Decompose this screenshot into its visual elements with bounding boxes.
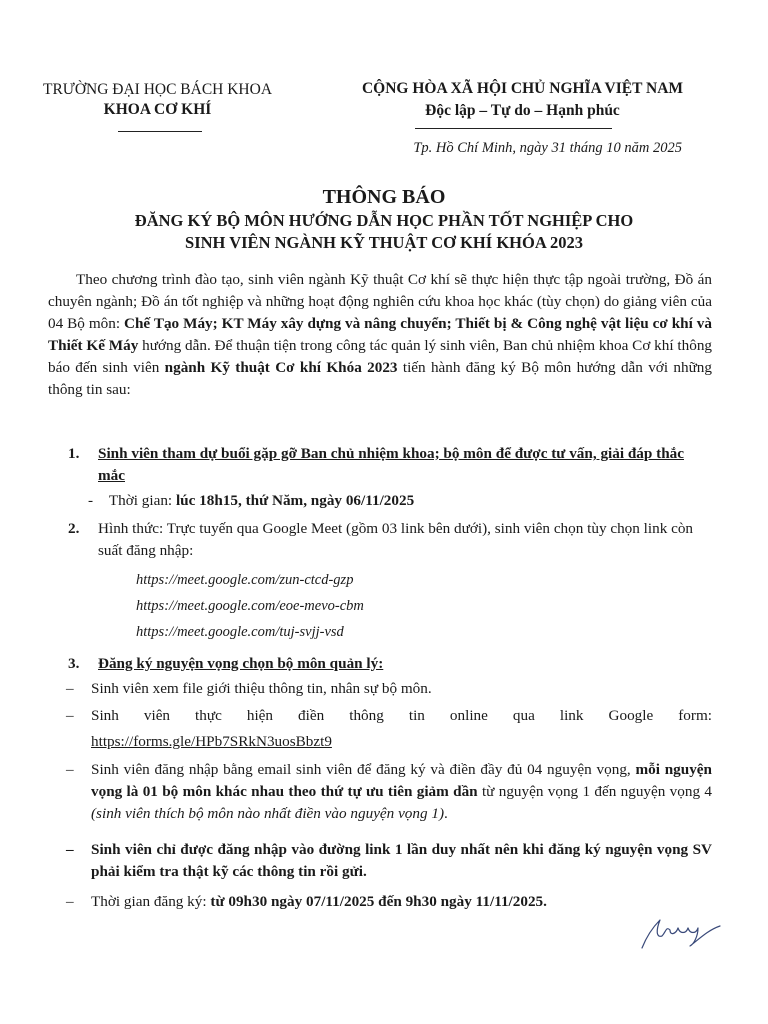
notice-subtitle xyxy=(0,210,768,254)
dash-item-2 xyxy=(66,705,712,727)
dash-5-value: từ 09h30 ngày 07/11/2025 đến 9h30 ngày 11/11/2025. xyxy=(210,893,547,910)
country-name: CỘNG HÒA XÃ HỘI CHỦ NGHĨA VIỆT NAM xyxy=(361,80,684,97)
dash-3-part-e: . xyxy=(444,805,448,822)
item-1-time xyxy=(88,490,708,512)
meet-link-2[interactable]: https://meet.google.com/eoe-mevo-cbm xyxy=(136,598,364,614)
dash-5: – xyxy=(66,893,74,910)
dash-3-part-a: Sinh viên đăng nhập bằng email sinh viên để đăng ký và điền đầy đủ 04 nguyện vọng, xyxy=(91,761,636,778)
dash-item-1-text: Sinh viên xem file giới thiệu thông tin, nhân sự bộ môn. xyxy=(91,680,432,697)
item-3-text: Đăng ký nguyện vọng chọn bộ môn quản lý: xyxy=(98,655,384,672)
intro-paragraph xyxy=(48,269,712,401)
item-1-time-label: Thời gian: xyxy=(108,492,176,509)
item-1-time-value: lúc 18h15, thứ Năm, ngày 06/11/2025 xyxy=(175,492,415,509)
university-name: TRƯỜNG ĐẠI HỌC BÁCH KHOA xyxy=(42,81,273,98)
item-2-text: Hình thức: Trực tuyến qua Google Meet (gồm 03 link bên dưới), sinh viên chọn tùy chọn link còn suất đăng nhập: xyxy=(98,520,694,559)
dash-5-label: Thời gian đăng ký: xyxy=(91,893,211,910)
dash-4: – xyxy=(66,841,74,858)
dash-3-part-c: từ nguyện vọng 1 đến nguyện vọng 4 xyxy=(477,783,712,800)
item-2-number: 2. xyxy=(68,520,80,537)
google-form-link[interactable]: https://forms.gle/HPb7SRkN3uosBbzt9 xyxy=(91,733,332,750)
dash-1: – xyxy=(66,680,74,697)
item-1-time-dash: - xyxy=(88,492,94,509)
meet-link-3[interactable]: https://meet.google.com/tuj-svjj-vsd xyxy=(136,624,344,640)
header-left-rule xyxy=(118,131,202,132)
national-motto-block xyxy=(325,78,720,122)
dash-3-part-d: (sinh viên thích bộ môn nào nhất điền vào nguyện vọng 1) xyxy=(91,805,445,822)
dash-item-3 xyxy=(66,759,712,825)
dash-item-4-text: Sinh viên chỉ được đăng nhập vào đường link 1 lần duy nhất nên khi đăng ký nguyện vọng SV phải kiểm tra thật kỹ các thông tin rồi gửi. xyxy=(91,841,712,880)
dash-item-2-text: Sinh viên thực hiện điền thông tin online qua link Google form: xyxy=(91,707,712,724)
intro-text-1: Theo chương trình đào tạo, sinh viên ngành Kỹ thuật Cơ khí sẽ thực hiện thực tập ngoài trường, Đồ án chuyên ngành; Đồ án tốt nghiệp và những hoạt động nghiên cứu khoa học khác (tùy chọn) do giảng viên của 04 Bộ môn: xyxy=(48,271,712,332)
item-1 xyxy=(68,443,712,487)
signature-icon xyxy=(636,912,726,952)
intro-departments: Chế Tạo Máy; KT Máy xây dựng và nâng chuyển; Thiết bị & Công nghệ vật liệu cơ khí và Thiết Kế Máy xyxy=(48,315,712,354)
dash-item-5 xyxy=(66,891,712,913)
notice-subtitle-line-1: ĐĂNG KÝ BỘ MÔN HƯỚNG DẪN HỌC PHẦN TỐT NGHIỆP CHO xyxy=(134,211,634,230)
dash-item-4 xyxy=(66,839,712,883)
intro-text-2: hướng dẫn. Để thuận tiện trong công tác quản lý sinh viên, Ban chủ nhiệm khoa Cơ khí thông báo đến sinh viên xyxy=(48,337,713,376)
institution-block xyxy=(20,80,295,120)
notice-subtitle-line-2: SINH VIÊN NGÀNH KỸ THUẬT CƠ KHÍ KHÓA 2023 xyxy=(185,233,583,252)
faculty-name: KHOA CƠ KHÍ xyxy=(103,101,212,118)
item-1-number: 1. xyxy=(68,445,80,462)
document-date: Tp. Hồ Chí Minh, ngày 31 tháng 10 năm 2025 xyxy=(413,140,682,156)
dash-item-1 xyxy=(66,678,712,700)
motto: Độc lập – Tự do – Hạnh phúc xyxy=(425,102,620,119)
dash-item-5-text xyxy=(91,891,712,913)
item-3 xyxy=(68,653,712,675)
header-right-rule xyxy=(415,128,612,129)
meet-link-1[interactable]: https://meet.google.com/zun-ctcd-gzp xyxy=(136,572,354,588)
intro-cohort: ngành Kỹ thuật Cơ khí Khóa 2023 xyxy=(164,359,398,376)
dash-3: – xyxy=(66,761,74,778)
dash-3-part-b: mỗi nguyện vọng là 01 bộ môn khác nhau theo thứ tự ưu tiên giảm dần xyxy=(91,761,712,800)
item-3-number: 3. xyxy=(68,655,80,672)
dash-item-3-text xyxy=(91,759,712,825)
item-2 xyxy=(68,518,712,562)
dash-2: – xyxy=(66,707,74,724)
notice-title: THÔNG BÁO xyxy=(322,186,446,208)
item-1-text: Sinh viên tham dự buổi gặp gỡ Ban chủ nhiệm khoa; bộ môn để được tư vấn, giải đáp thắc mắc xyxy=(98,445,684,484)
intro-text-3: tiến hành đăng ký Bộ môn hướng dẫn với những thông tin sau: xyxy=(48,359,712,398)
